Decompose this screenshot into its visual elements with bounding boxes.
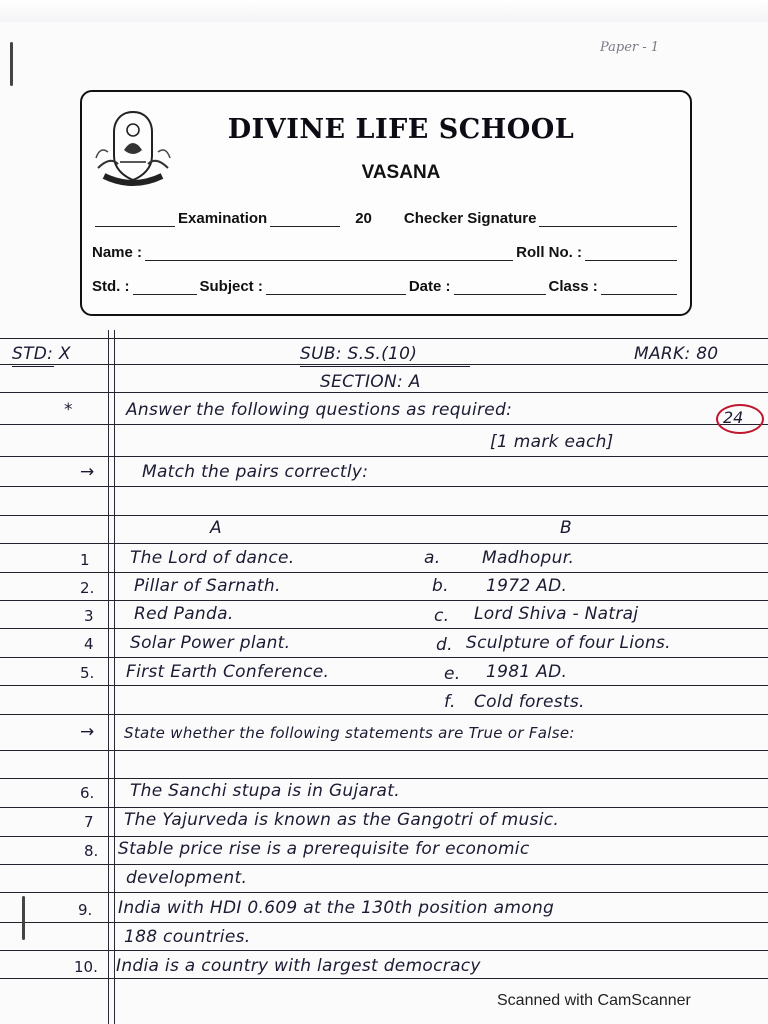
pair-number: 5.	[80, 664, 95, 682]
arrow-bullet: →	[80, 462, 95, 482]
rule-line	[0, 778, 768, 779]
subject-text: SUB: S.S.(10)	[300, 344, 418, 364]
exam-year-blank	[270, 212, 340, 227]
pair-key: f.	[444, 692, 456, 712]
pair-a-text: Solar Power plant.	[130, 633, 291, 653]
margin-line-left	[108, 330, 109, 1024]
section-heading: SECTION: A	[320, 372, 421, 392]
rule-line	[0, 750, 768, 751]
rule-line	[0, 338, 768, 339]
rule-line	[0, 628, 768, 629]
pair-b-text: Lord Shiva - Natraj	[474, 604, 639, 624]
pair-a-text: First Earth Conference.	[126, 662, 330, 682]
rule-line	[0, 864, 768, 865]
statement-text: India is a country with largest democracy	[116, 956, 481, 976]
pair-key: b.	[432, 576, 449, 596]
rule-line	[0, 392, 768, 393]
school-name: DIVINE LIFE SCHOOL	[227, 114, 575, 145]
rule-line	[0, 515, 768, 516]
subject-blank	[266, 280, 406, 295]
std-text: STD: X	[12, 344, 71, 364]
pair-key: a.	[424, 548, 441, 568]
pair-a-text: Red Panda.	[134, 604, 234, 624]
pair-a-text: Pillar of Sarnath.	[134, 576, 281, 596]
statement-text: The Yajurveda is known as the Gangotri of music.	[124, 810, 560, 830]
mark-each-text: [1 mark each]	[490, 432, 614, 452]
subject-underline	[300, 366, 470, 367]
rule-line	[0, 714, 768, 715]
statement-number: 6.	[80, 784, 95, 802]
exam-row	[92, 210, 680, 227]
name-label: Name :	[92, 244, 143, 261]
statement-number: 10.	[74, 958, 98, 976]
pair-number: 3	[84, 607, 94, 625]
match-heading: Match the pairs correctly:	[142, 462, 369, 482]
pair-number: 2.	[80, 579, 95, 597]
checker-signature-label: Checker Signature	[403, 210, 537, 227]
instruction-marks: 24	[723, 408, 744, 427]
rule-line	[0, 836, 768, 837]
school-location: VASANA	[361, 162, 441, 183]
pair-b-text: Cold forests.	[474, 692, 585, 712]
true-false-heading: State whether the following statements are True or False:	[124, 724, 575, 742]
ruled-answer-area	[0, 330, 768, 1024]
column-b-heading: B	[560, 518, 572, 538]
std-row	[92, 278, 680, 295]
scan-top-edge	[0, 0, 768, 22]
rule-line	[0, 978, 768, 979]
instruction-text: Answer the following questions as required:	[126, 400, 513, 420]
margin-line-right	[114, 330, 115, 1024]
paper-number-label: Paper - 1	[600, 40, 660, 55]
roll-no-label: Roll No. :	[516, 244, 582, 261]
year-label: 20	[355, 210, 372, 227]
rule-line	[0, 807, 768, 808]
rule-line	[0, 892, 768, 893]
std-label: Std. :	[92, 278, 130, 295]
rule-line	[0, 600, 768, 601]
examination-label: Examination	[178, 210, 268, 227]
statement-number: 8.	[84, 842, 99, 860]
roll-no-blank	[585, 246, 677, 261]
class-blank	[601, 280, 677, 295]
pair-number: 1	[80, 551, 90, 569]
class-label: Class :	[548, 278, 598, 295]
name-row	[92, 244, 680, 261]
margin-pencil-mark	[22, 896, 25, 940]
date-label: Date :	[408, 278, 451, 295]
statement-number: 9.	[78, 901, 93, 919]
statement-number: 7	[84, 813, 94, 831]
checker-signature-blank	[539, 212, 677, 227]
statement-text: India with HDI 0.609 at the 130th position among	[118, 898, 555, 918]
star-bullet: *	[64, 400, 73, 420]
margin-pencil-mark	[10, 42, 13, 86]
date-blank	[454, 280, 546, 295]
rule-line	[0, 543, 768, 544]
rule-line	[0, 424, 768, 425]
statement-text: The Sanchi stupa is in Gujarat.	[130, 781, 400, 801]
arrow-bullet: →	[80, 722, 95, 742]
name-blank	[145, 246, 513, 261]
pair-b-text: 1972 AD.	[486, 576, 568, 596]
std-blank	[133, 280, 197, 295]
statement-continuation: development.	[126, 868, 248, 888]
rule-line	[0, 922, 768, 923]
pair-key: c.	[434, 606, 450, 626]
marks-text: MARK: 80	[634, 344, 719, 364]
statement-continuation: 188 countries.	[124, 927, 251, 947]
pair-b-text: Sculpture of four Lions.	[466, 633, 671, 653]
rule-line	[0, 364, 768, 365]
exam-blank	[95, 212, 175, 227]
pair-a-text: The Lord of dance.	[130, 548, 295, 568]
statement-text: Stable price rise is a prerequisite for economic	[118, 839, 530, 859]
pair-key: d.	[436, 635, 453, 655]
rule-line	[0, 572, 768, 573]
rule-line	[0, 950, 768, 951]
pair-number: 4	[84, 635, 94, 653]
std-underline	[12, 366, 54, 367]
subject-label: Subject :	[199, 278, 263, 295]
column-a-heading: A	[210, 518, 222, 538]
scanner-watermark: Scanned with CamScanner	[497, 992, 691, 1009]
pair-key: e.	[444, 664, 461, 684]
school-header-box	[80, 90, 692, 316]
rule-line	[0, 486, 768, 487]
rule-line	[0, 657, 768, 658]
pair-b-text: Madhopur.	[482, 548, 575, 568]
pair-b-text: 1981 AD.	[486, 662, 568, 682]
rule-line	[0, 685, 768, 686]
rule-line	[0, 456, 768, 457]
